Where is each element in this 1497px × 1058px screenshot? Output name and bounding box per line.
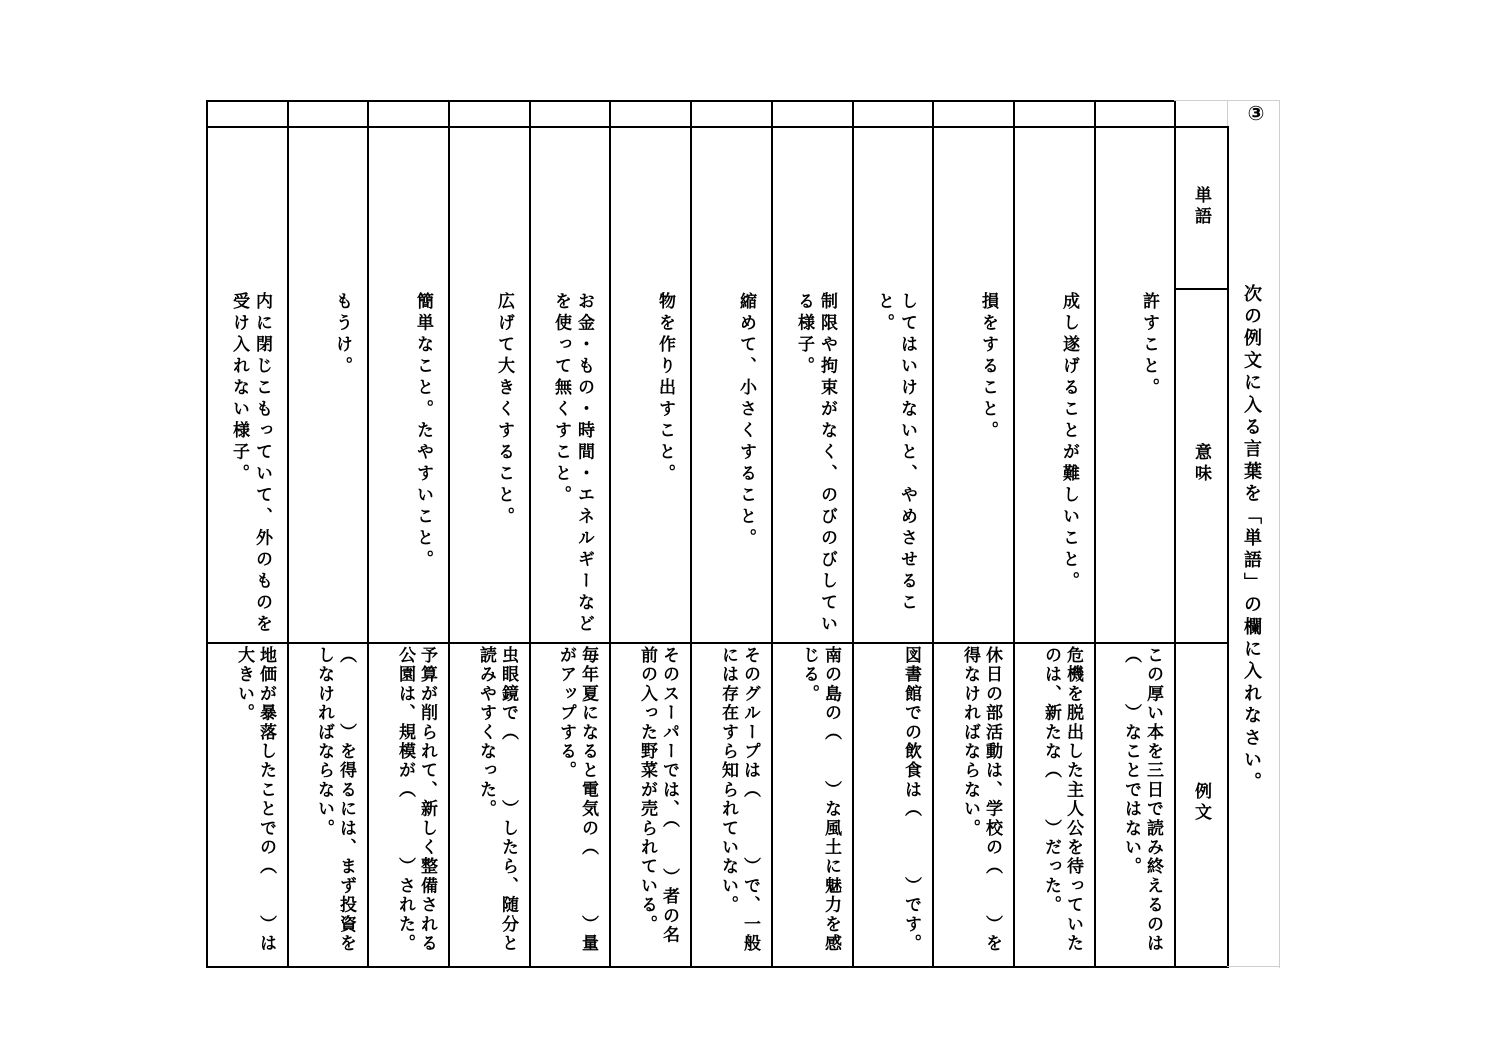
meaning-text: 成し遂げることが難しいこと。 bbox=[1059, 292, 1079, 593]
example-sentence: 危機を脱出した主人公を待っていたのは、新たな（ ）だった。 bbox=[1041, 646, 1083, 954]
meaning-text: してはいけないと、やめさせること。 bbox=[874, 292, 917, 615]
example-sentence: この厚い本を三日で読み終えるのは（ ）なことではない。 bbox=[1121, 646, 1163, 954]
example-sentence: 休日の部活動は、学校の（ ）を得なければならない。 bbox=[960, 646, 1002, 954]
word-meaning-divider bbox=[1174, 288, 1228, 290]
column-border bbox=[367, 100, 369, 968]
table-bottom-border bbox=[206, 966, 1228, 968]
meaning-text: もうけ。 bbox=[332, 292, 352, 378]
header-meaning: 意味 bbox=[1191, 443, 1211, 485]
word-answer-cell[interactable] bbox=[935, 129, 1011, 286]
meaning-text: お金・もの・時間・エネルギーなどを使って無くすこと。 bbox=[551, 292, 594, 636]
word-answer-cell[interactable] bbox=[370, 129, 446, 286]
word-answer-cell[interactable] bbox=[1097, 129, 1172, 286]
word-answer-cell[interactable] bbox=[774, 129, 850, 286]
meaning-text: 制限や拘束がなく、のびのびしている様子。 bbox=[794, 292, 837, 636]
word-answer-cell[interactable] bbox=[290, 129, 365, 286]
header-row-border bbox=[206, 126, 1228, 128]
example-sentence: 予算が削られて、新しく整備される公園は、規模が（ ）された。 bbox=[395, 646, 437, 954]
outer-frame-right bbox=[1279, 100, 1280, 968]
word-answer-cell[interactable] bbox=[532, 129, 607, 286]
example-sentence: 図書館での飲食は（ ）です。 bbox=[901, 646, 921, 954]
meaning-text: 簡単なこと。たやすいこと。 bbox=[413, 292, 433, 572]
example-sentence: そのスーパーでは、（ ）者の名前の入った野菜が売られている。 bbox=[637, 646, 679, 945]
meaning-text: 内に閉じこもっていて、外のものを受け入れない様子。 bbox=[229, 292, 272, 636]
column-border bbox=[690, 100, 692, 968]
word-answer-cell[interactable] bbox=[1016, 129, 1092, 286]
example-sentence: 毎年夏になると電気の（ ）量がアップする。 bbox=[556, 646, 598, 954]
meaning-text: 縮めて、小さくすること。 bbox=[736, 292, 756, 550]
instruction-text: 次の例文に入る言葉を「単語」の欄に入れなさい。 bbox=[1241, 284, 1262, 795]
meaning-text: 物を作り出すこと。 bbox=[655, 292, 675, 486]
column-border bbox=[448, 100, 450, 968]
question-number: ③ bbox=[1247, 101, 1265, 125]
example-sentence: 虫眼鏡で（ ）したら、随分と読みやすくなった。 bbox=[476, 646, 518, 954]
example-sentence: 南の島の（ ）な風土に魅力を感じる。 bbox=[799, 646, 841, 954]
meaning-example-divider bbox=[206, 642, 1228, 644]
word-answer-cell[interactable] bbox=[612, 129, 688, 286]
example-sentence: （ ）を得るには、まず投資をしなければならない。 bbox=[314, 646, 356, 954]
column-border bbox=[609, 100, 611, 968]
example-sentence: そのグループは（ ）で、一般には存在すら知られていない。 bbox=[718, 646, 760, 954]
meaning-text: 許すこと。 bbox=[1139, 292, 1159, 400]
meaning-text: 広げて大きくすること。 bbox=[494, 292, 514, 529]
word-answer-cell[interactable] bbox=[855, 129, 930, 286]
number-cell-border bbox=[1227, 100, 1228, 126]
header-word: 単語 bbox=[1191, 186, 1211, 228]
column-border bbox=[206, 100, 208, 968]
header-example: 例文 bbox=[1191, 782, 1211, 824]
word-answer-cell[interactable] bbox=[451, 129, 527, 286]
column-border bbox=[1094, 100, 1096, 968]
column-border bbox=[771, 100, 773, 968]
column-border bbox=[1013, 100, 1015, 968]
word-answer-cell[interactable] bbox=[693, 129, 769, 286]
outer-frame-bottom bbox=[1227, 966, 1279, 967]
word-answer-cell[interactable] bbox=[209, 129, 285, 286]
column-border bbox=[1174, 100, 1176, 968]
column-border bbox=[529, 100, 531, 968]
column-border bbox=[852, 100, 854, 968]
meaning-text: 損をすること。 bbox=[978, 292, 998, 443]
header-column-border bbox=[1227, 126, 1229, 968]
column-border bbox=[287, 100, 289, 968]
column-border bbox=[932, 100, 934, 968]
example-sentence: 地価が暴落したことでの（ ）は大きい。 bbox=[234, 646, 276, 954]
